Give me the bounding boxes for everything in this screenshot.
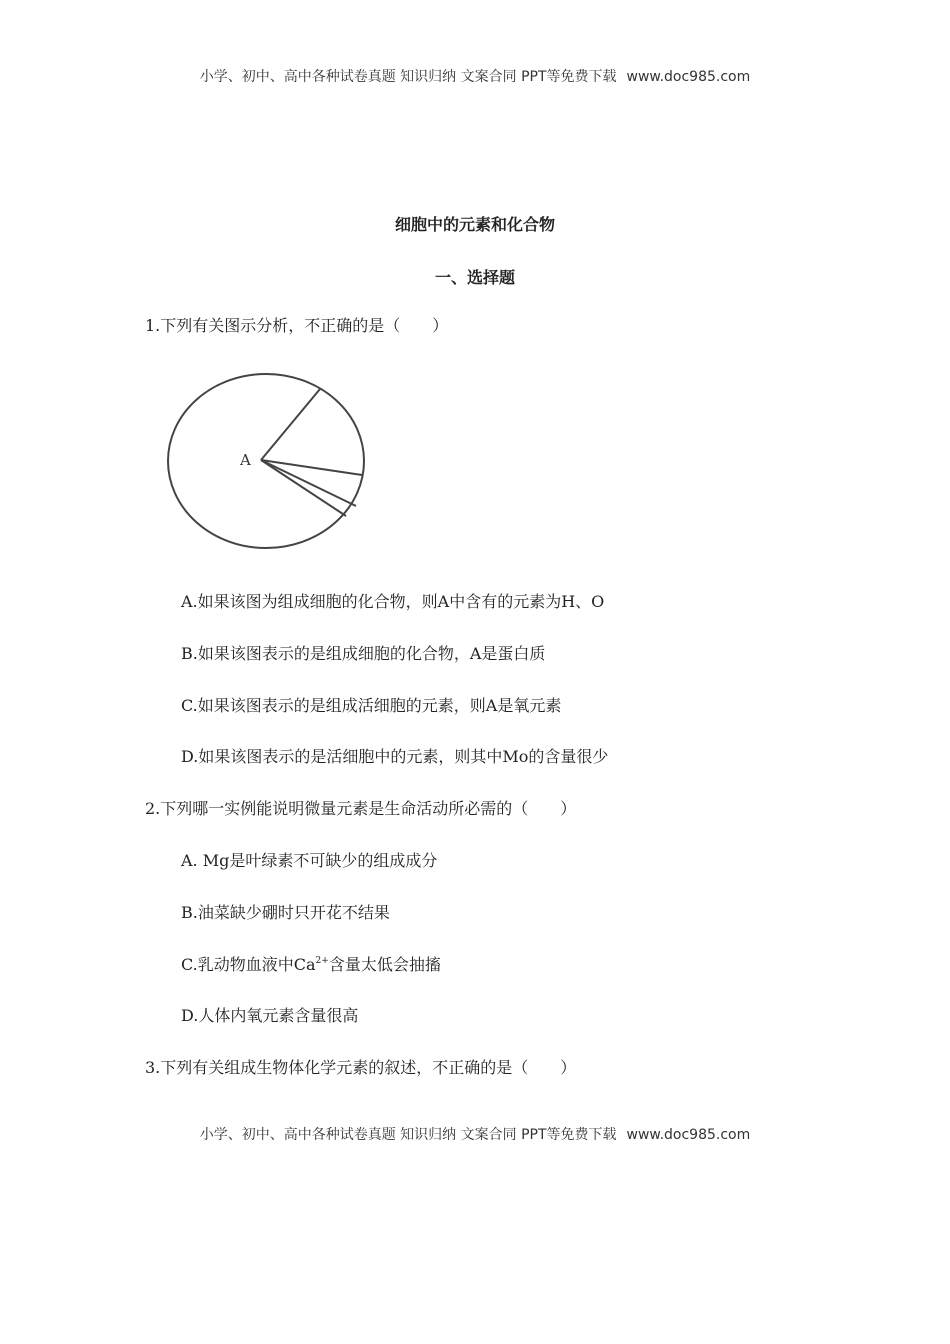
- footer-text: 小学、初中、高中各种试卷真题 知识归纳 文案合同 PPT等免费下载: [199, 1127, 617, 1143]
- question-2-stem: 2.下列哪一实例能说明微量元素是生命活动所必需的（ ）: [145, 799, 577, 818]
- diagram-radius-4: [261, 460, 346, 516]
- footer-site-link[interactable]: www.doc985.com: [626, 1127, 751, 1143]
- question-3-stem: 3.下列有关组成生物体化学元素的叙述，不正确的是（ ）: [145, 1058, 577, 1077]
- page-footer: [0, 1124, 950, 1144]
- question-2-option-b: B.油菜缺少硼时只开花不结果: [181, 903, 390, 922]
- pie-diagram-figure: [160, 368, 372, 554]
- header-site-link[interactable]: www.doc985.com: [626, 69, 751, 85]
- section-title: 一、选择题: [434, 268, 515, 287]
- page-header: [0, 66, 950, 86]
- option-c-text-before: C.乳动物血液中Ca: [181, 955, 316, 974]
- diagram-radius-1: [261, 389, 320, 460]
- question-2-option-a: A. Mg是叶绿素不可缺少的组成成分: [181, 851, 438, 870]
- question-2-option-c: [181, 955, 441, 975]
- question-1-option-c: C.如果该图表示的是组成活细胞的元素，则A是氧元素: [181, 696, 562, 715]
- question-1-option-b: B.如果该图表示的是组成细胞的化合物，A是蛋白质: [181, 644, 546, 663]
- question-1-stem: 1.下列有关图示分析，不正确的是（ ）: [145, 316, 449, 335]
- question-2-option-d: D.人体内氧元素含量很高: [181, 1006, 359, 1025]
- document-title: 细胞中的元素和化合物: [394, 215, 555, 234]
- pie-diagram: [160, 368, 372, 554]
- question-1-option-a: A.如果该图为组成细胞的化合物，则A中含有的元素为H、O: [181, 592, 605, 611]
- calcium-charge-superscript: 2+: [315, 956, 329, 966]
- header-text: 小学、初中、高中各种试卷真题 知识归纳 文案合同 PPT等免费下载: [199, 69, 617, 85]
- option-c-text-after: 含量太低会抽搐: [328, 955, 441, 974]
- diagram-label-a: A: [240, 451, 251, 469]
- question-1-option-d: D.如果该图表示的是活细胞中的元素，则其中Mo的含量很少: [181, 747, 609, 766]
